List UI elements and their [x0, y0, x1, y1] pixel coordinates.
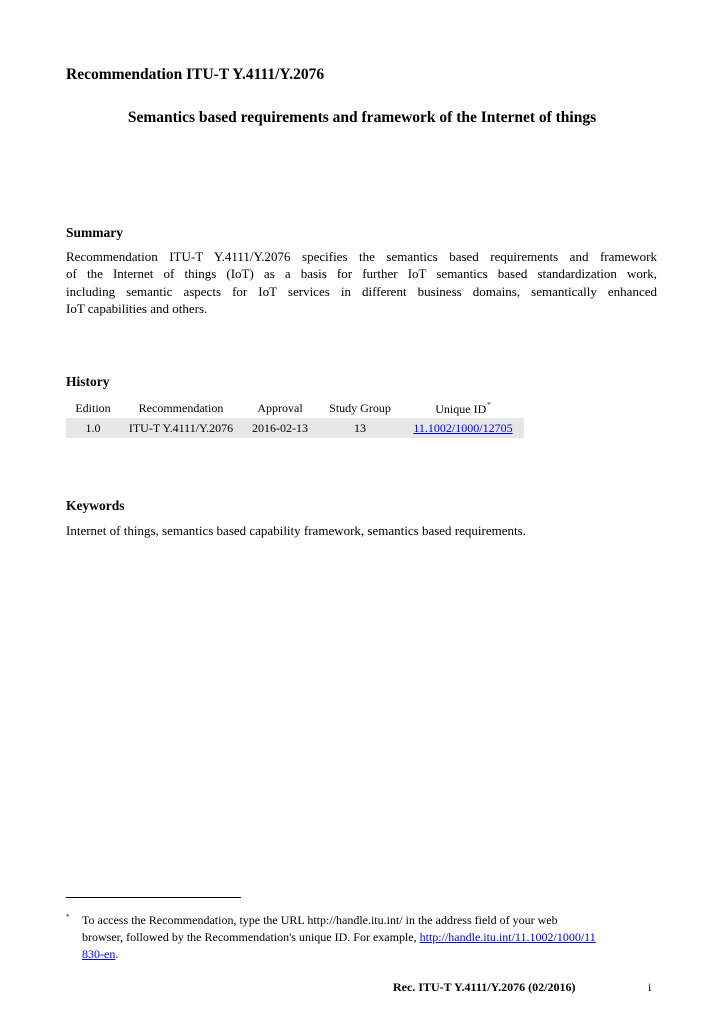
column-header-edition: Edition	[75, 401, 111, 415]
page-number: i	[648, 980, 652, 994]
cell-study-group: 13	[318, 418, 402, 438]
footnote-mark: *	[66, 913, 70, 921]
column-header-unique-id	[402, 399, 524, 418]
column-header-recommendation: Recommendation	[138, 401, 224, 415]
footnote	[66, 912, 657, 963]
footer-reference: Rec. ITU-T Y.4111/Y.2076 (02/2016)	[393, 980, 576, 994]
keywords-text: Internet of things, semantics based capability framework, semantics based requirements.	[66, 523, 526, 538]
history-heading: History	[66, 374, 110, 389]
recommendation-title: Recommendation ITU-T Y.4111/Y.2076	[66, 66, 325, 83]
unique-id-link[interactable]: 11.1002/1000/12705	[413, 420, 513, 435]
history-header-row	[66, 399, 524, 418]
summary-text	[66, 248, 657, 317]
document-subtitle: Semantics based requirements and framework of the Internet of things	[127, 109, 597, 126]
keywords-heading: Keywords	[66, 498, 125, 513]
summary-line: Recommendation ITU-T Y.4111/Y.2076 specifies the semantics based requirements and framework	[66, 249, 657, 264]
summary-line: IoT capabilities and others.	[66, 300, 208, 316]
footnote-divider	[66, 897, 241, 898]
footnote-link-part-2: 830-en	[82, 947, 116, 961]
summary-line: including semantic aspects for IoT services in different business domains, semantically enhanced	[66, 283, 657, 299]
column-header-approval: Approval	[257, 401, 303, 415]
footnote-link-part-1: http://handle.itu.int/11.1002/1000/11	[419, 930, 596, 944]
footnote-line-2: browser, followed by the Recommendation's unique ID. For example,	[82, 930, 420, 944]
table-row	[66, 418, 524, 438]
unique-id-header-label: Unique ID	[435, 401, 487, 416]
footnote-body	[82, 912, 657, 963]
footnote-line-1: To access the Recommendation, type the URL http://handle.itu.int/ in the address field of your web	[82, 913, 558, 927]
cell-approval: 2016-02-13	[242, 418, 318, 438]
cell-unique-id	[402, 418, 524, 438]
history-table	[66, 399, 524, 438]
cell-edition: 1.0	[66, 418, 120, 438]
footnote-reference-mark: *	[487, 400, 491, 409]
cell-recommendation: ITU-T Y.4111/Y.2076	[120, 418, 242, 438]
summary-heading: Summary	[66, 225, 123, 240]
footnote-suffix: .	[115, 947, 119, 961]
summary-line: of the Internet of things (IoT) as a basis for further IoT semantics based standardization work,	[66, 266, 657, 282]
column-header-study-group: Study Group	[329, 401, 391, 415]
